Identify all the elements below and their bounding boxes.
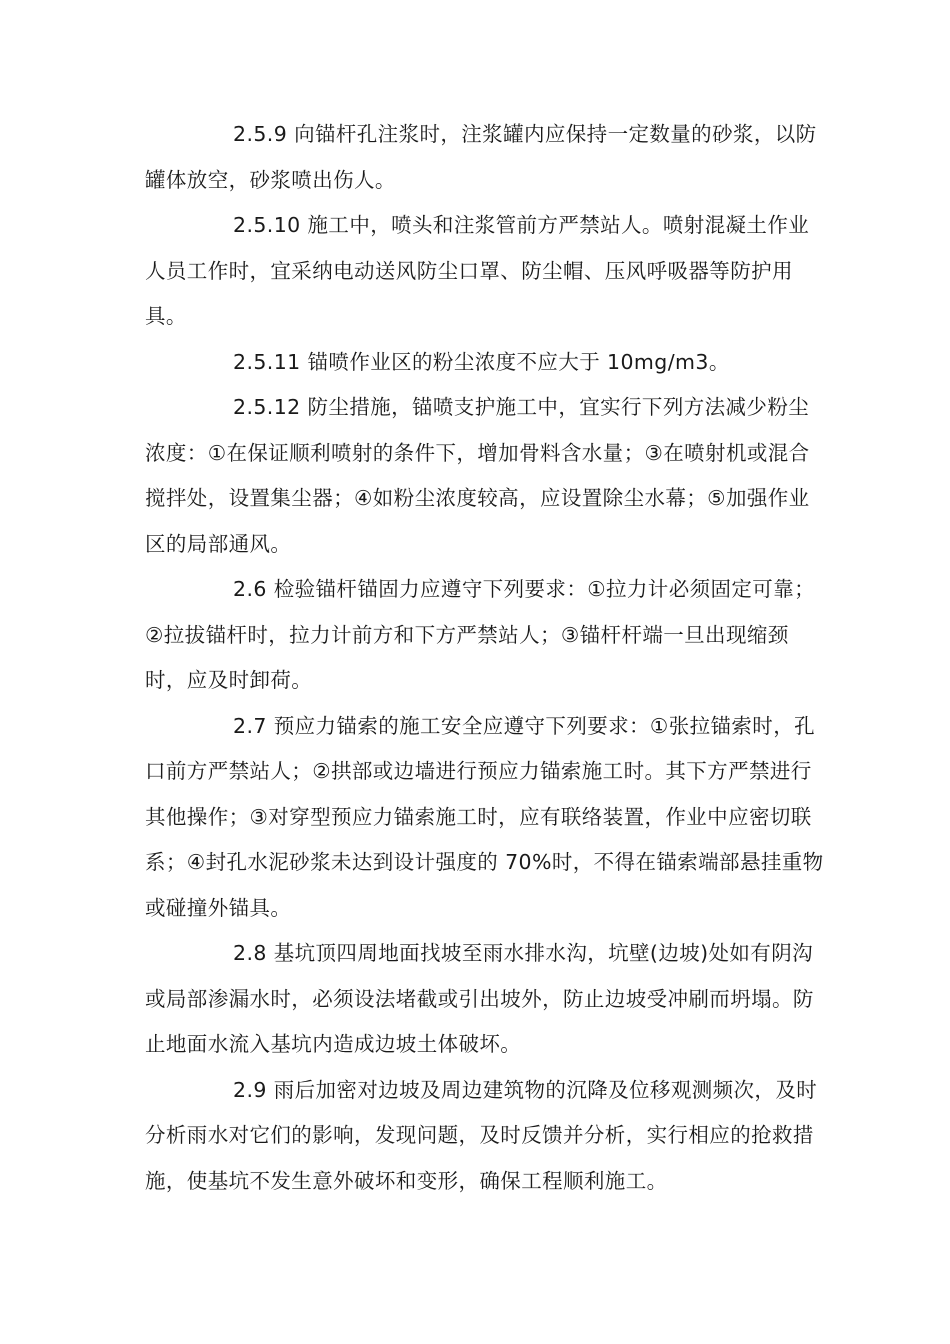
paragraph-2-5-11: 2.5.11 锚喷作业区的粉尘浓度不应大于 10mg/m3。 <box>233 349 730 374</box>
paragraph-2-5-9: 2.5.9 向锚杆孔注浆时，注浆罐内应保持一定数量的砂浆，以防罐体放空，砂浆喷出伤人。 <box>145 122 817 192</box>
document-body <box>145 112 825 1204</box>
paragraph-2-5-12: 2.5.12 防尘措施，锚喷支护施工中，宜实行下列方法减少粉尘浓度：①在保证顺利喷射的条件下，增加骨料含水量；③在喷射机或混合搅拌处，设置集尘器；④如粉尘浓度较高，应设置除尘水幕；⑤加强作业区的局部通风。 <box>145 395 810 556</box>
paragraph-2-9: 2.9 雨后加密对边坡及周边建筑物的沉降及位移观测频次，及时分析雨水对它们的影响，发现问题，及时反馈并分析，实行相应的抢救措施，使基坑不发生意外破坏和变形，确保工程顺利施工。 <box>145 1077 818 1193</box>
paragraph-2-8: 2.8 基坑顶四周地面找坡至雨水排水沟，坑壁(边坡)处如有阴沟或局部渗漏水时，必须设法堵截或引出坡外，防止边坡受冲刷而坍塌。防止地面水流入基坑内造成边坡土体破坏。 <box>145 941 814 1056</box>
paragraph-2-7: 2.7 预应力锚索的施工安全应遵守下列要求：①张拉锚索时，孔口前方严禁站人；②拱部或边墙进行预应力锚索施工时。其下方严禁进行其他操作；③对穿型预应力锚索施工时，应有联络装置，作业中应密切联系；④封孔水泥砂浆未达到设计强度的 70%时，不得在锚索端部悬挂重物或碰撞外锚具。 <box>145 713 824 920</box>
paragraph-2-6: 2.6 检验锚杆锚固力应遵守下列要求：①拉力计必须固定可靠；②拉拔锚杆时，拉力计前方和下方严禁站人；③锚杆杆端一旦出现缩颈时，应及时卸荷。 <box>145 577 815 692</box>
paragraph-2-5-10: 2.5.10 施工中，喷头和注浆管前方严禁站人。喷射混凝土作业人员工作时，宜采纳电动送风防尘口罩、防尘帽、压风呼吸器等防护用具。 <box>145 213 810 328</box>
